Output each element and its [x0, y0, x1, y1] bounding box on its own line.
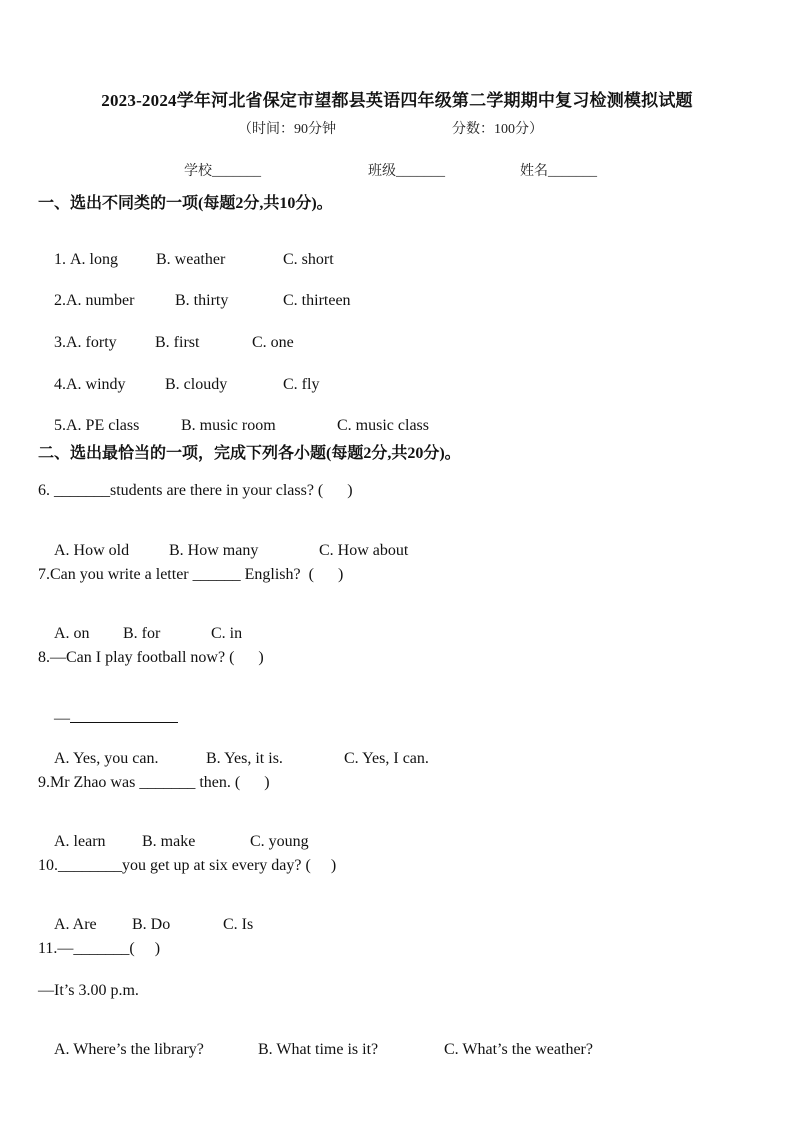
question-6-stem: 6. _______students are there in your class? ( ) — [38, 482, 353, 499]
option-b: B. cloudy — [165, 376, 228, 393]
option-c: C. Is — [223, 916, 254, 933]
section-1-heading: 一、选出不同类的一项(每题2分,共10分)。 — [38, 195, 333, 212]
option-b: B. music room — [181, 417, 276, 434]
question-9-stem: 9.Mr Zhao was _______ then. ( ) — [38, 774, 270, 791]
option-a: A. How old — [54, 542, 130, 559]
option-b: B. What time is it? — [258, 1041, 379, 1058]
school-field: 学校_______ — [184, 164, 261, 179]
option-b: B. first — [155, 334, 200, 351]
option-b: B. thirty — [175, 292, 229, 309]
question-number: 5. — [54, 417, 66, 434]
option-c: C. one — [252, 334, 294, 351]
option-a: A. Yes, you can. — [54, 750, 159, 767]
total-score: 分数：100分） — [452, 122, 543, 137]
section-2-heading: 二、选出最恰当的一项，完成下列各小题(每题2分,共20分)。 — [38, 445, 461, 462]
reply-dash: — — [54, 710, 70, 727]
option-c: C. fly — [283, 376, 320, 393]
option-b: B. Yes, it is. — [206, 750, 283, 767]
option-c: C. Yes, I can. — [344, 750, 429, 767]
option-b: B. weather — [156, 251, 226, 268]
class-field: 班级_______ — [368, 164, 445, 179]
option-a: A. long — [70, 251, 118, 268]
question-11-options — [38, 1023, 593, 1077]
option-c: C. thirteen — [283, 292, 351, 309]
option-a: A. on — [54, 625, 90, 642]
option-b: B. How many — [169, 542, 259, 559]
option-a: A. learn — [54, 833, 106, 850]
question-number: 4. — [54, 376, 66, 393]
option-c: C. What’s the weather? — [444, 1041, 593, 1058]
question-number: 1. — [54, 251, 70, 268]
option-a: A. forty — [66, 334, 117, 351]
option-a: A. Where’s the library? — [54, 1041, 204, 1058]
question-number: 3. — [54, 334, 66, 351]
exam-title: 2023-2024学年河北省保定市望都县英语四年级第二学期期中复习检测模拟试题 — [101, 91, 693, 110]
option-c: C. young — [250, 833, 309, 850]
question-7-stem: 7.Can you write a letter ______ English? ( ) — [38, 566, 344, 583]
option-b: B. for — [123, 625, 161, 642]
option-c: C. music class — [337, 417, 429, 434]
name-field: 姓名_______ — [520, 164, 597, 179]
question-8-stem: 8.—Can I play football now? ( ) — [38, 649, 264, 666]
question-10-stem: 10.________you get up at six every day? ( ) — [38, 857, 337, 874]
option-a: A. number — [66, 292, 135, 309]
option-a: A. PE class — [66, 417, 140, 434]
question-11-reply: —It’s 3.00 p.m. — [38, 982, 139, 999]
option-a: A. Are — [54, 916, 97, 933]
option-b: B. make — [142, 833, 196, 850]
option-b: B. Do — [132, 916, 171, 933]
time-limit: （时间：90分钟 — [238, 122, 336, 137]
option-c: C. in — [211, 625, 243, 642]
question-11-stem: 11.—_______( ) — [38, 940, 161, 957]
option-c: C. How about — [319, 542, 409, 559]
option-a: A. windy — [66, 376, 126, 393]
option-c: C. short — [283, 251, 334, 268]
answer-blank — [70, 708, 178, 723]
question-number: 2. — [54, 292, 66, 309]
